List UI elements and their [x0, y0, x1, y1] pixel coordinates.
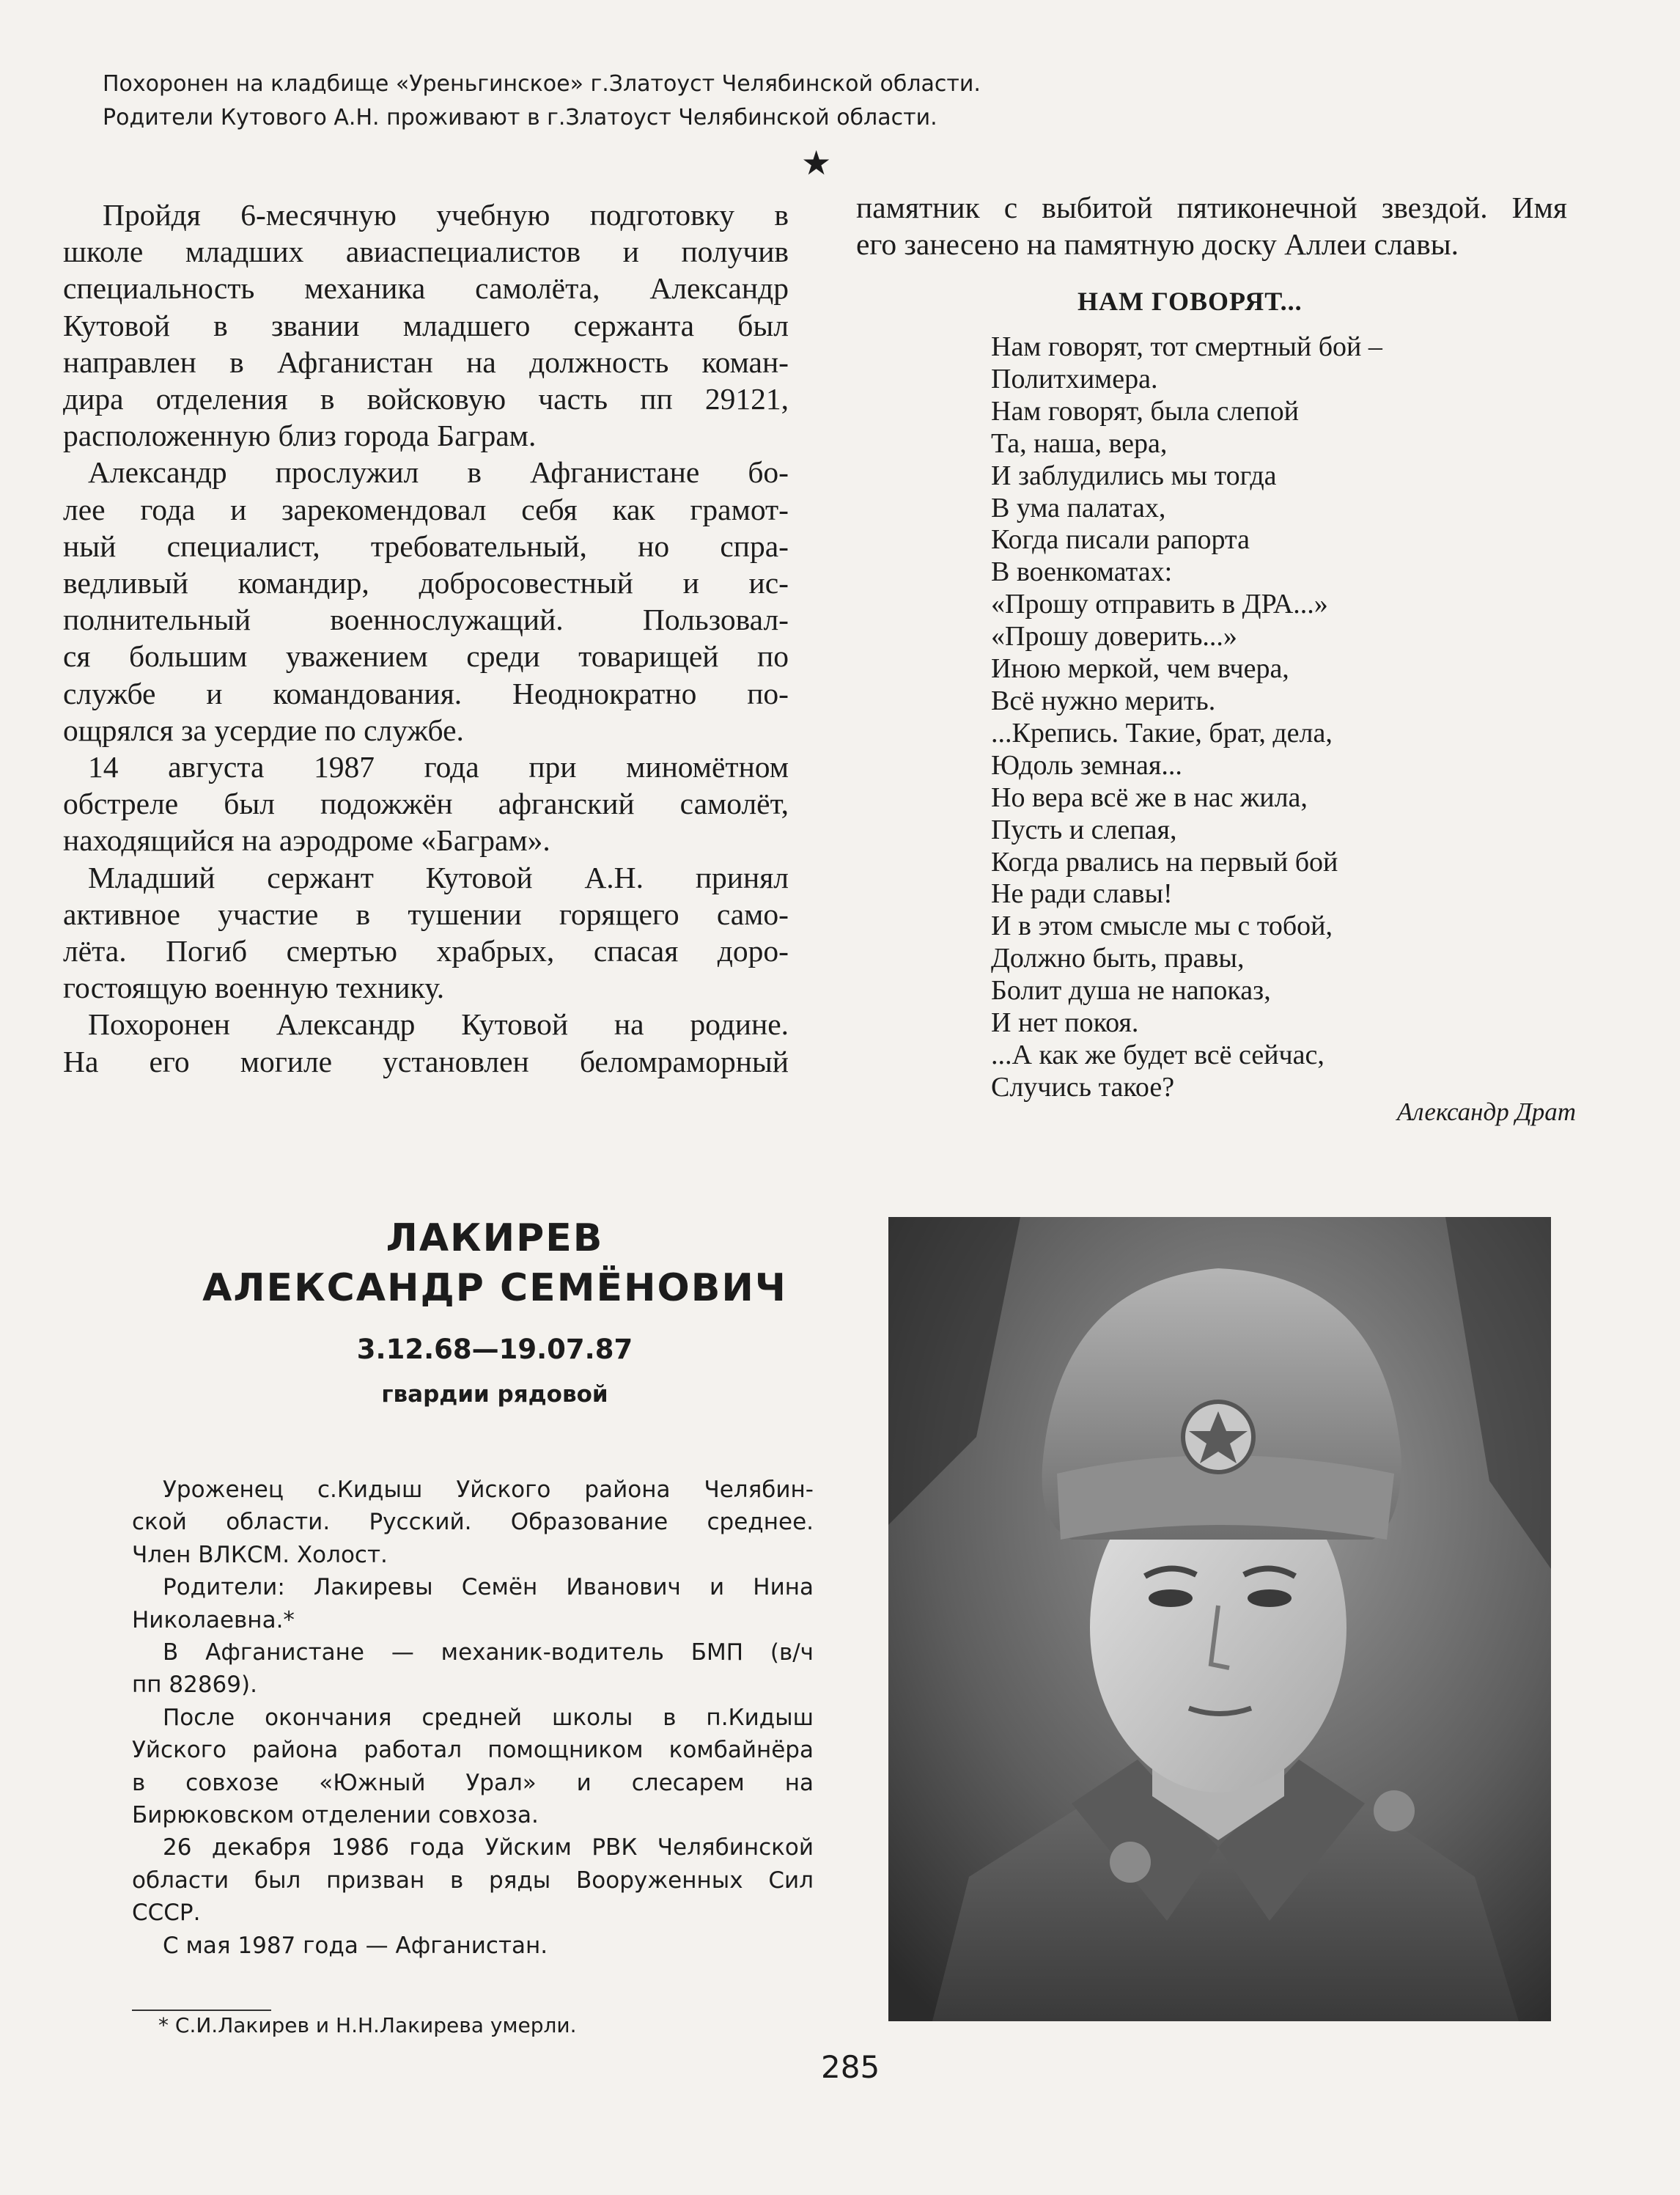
bio-line: СССР.: [132, 1900, 201, 1927]
person-biography: [132, 1474, 814, 1962]
text-line: Пройдя 6-месячную учебную подготовку в: [103, 198, 789, 232]
text-line: гостоящую военную технику.: [63, 971, 445, 1005]
poem-line: Та, наша, вера,: [991, 427, 1168, 459]
poem-line: ...А как же будет всё сейчас,: [991, 1039, 1325, 1070]
poem-line: В ума палатах,: [991, 492, 1166, 523]
text-line: памятник с выбитой пятиконечной звездой. Имя: [856, 191, 1567, 224]
text-line: Кутовой в звании младшего сержанта был: [63, 308, 789, 342]
poem-line: Всё нужно мерить.: [991, 685, 1216, 716]
text-line: Младший сержант Кутовой А.Н. принял: [88, 860, 789, 894]
poem-line: Нам говорят, тот смертный бой –: [991, 331, 1382, 362]
poem-line: «Прошу отправить в ДРА...»: [991, 589, 1328, 620]
intro-burial-line: Похоронен на кладбище «Уреньгинское» г.Златоуст Челябинской области.: [103, 71, 981, 97]
text-line: расположенную близ города Баграм.: [63, 419, 537, 453]
person-rank: гвардии рядовой: [381, 1381, 608, 1408]
bio-line: В Афганистане — механик-водитель БМП (в/ч: [163, 1639, 814, 1666]
poem-title: НАМ ГОВОРЯТ...: [1077, 287, 1303, 316]
poem-author: Александр Драт: [1396, 1098, 1576, 1126]
text-line: ный специалист, требовательный, но спра-: [63, 529, 789, 563]
person-heading: [183, 1213, 806, 1408]
poem-line: В военкоматах:: [991, 556, 1173, 588]
footnote-divider: [132, 2010, 271, 2011]
text-line: полнительный военнослужащий. Пользовал-: [63, 603, 789, 637]
intro-parents-line: Родители Кутового А.Н. проживают в г.Златоуст Челябинской области.: [103, 105, 937, 130]
person-surname: ЛАКИРЕВ: [386, 1216, 604, 1260]
poem-line: Пусть и слепая,: [991, 814, 1177, 845]
bio-line: После окончания средней школы в п.Кидыш: [163, 1704, 814, 1731]
poem-line: И заблудились мы тогда: [991, 460, 1277, 491]
soldier-portrait-photo: [888, 1217, 1551, 2021]
bio-line: Родители: Лакиревы Семён Иванович и Нина: [163, 1574, 814, 1601]
biography-right-column: [856, 189, 1567, 262]
page-number: 285: [821, 2049, 880, 2085]
bio-line: Бирюковском отделении совхоза.: [132, 1802, 539, 1829]
poem: [991, 331, 1382, 1104]
text-line: дира отделения в войсковую часть пп 29121,: [63, 382, 789, 416]
text-line: обстреле был подожжён афганский самолёт,: [63, 787, 789, 821]
bio-line: Член ВЛКСМ. Холост.: [132, 1541, 388, 1568]
poem-line: Не ради славы!: [991, 878, 1173, 910]
bio-line: Уроженец с.Кидыш Уйского района Челябин-: [163, 1477, 814, 1503]
text-line: ощрялся за усердие по службе.: [63, 713, 464, 747]
bio-line: в совхозе «Южный Урал» и слесарем на: [132, 1769, 814, 1796]
text-line: Александр прослужил в Афганистане бо-: [88, 455, 789, 490]
poem-line: Когда рвались на первый бой: [991, 846, 1338, 878]
text-line: находящийся на аэродроме «Баграм».: [63, 823, 550, 858]
poem-line: Иною меркой, чем вчера,: [991, 653, 1289, 685]
text-line: специальность механика самолёта, Александр: [63, 271, 789, 306]
poem-line: ...Крепись. Такие, брат, дела,: [991, 717, 1333, 749]
biography-left-column: [63, 196, 789, 1080]
bio-line: Николаевна.*: [132, 1606, 295, 1633]
text-line: ся большим уважением среди товарищей по: [63, 639, 789, 674]
text-line: лее года и зарекомендовал себя как грамот-: [63, 492, 789, 526]
poem-line: Политхимера.: [991, 363, 1158, 394]
poem-line: «Прошу доверить...»: [991, 621, 1237, 652]
text-line: На его могиле установлен беломраморный: [63, 1044, 789, 1078]
text-line: Похоронен Александр Кутовой на родине.: [88, 1007, 789, 1042]
text-line: его занесено на памятную доску Аллеи славы.: [856, 227, 1459, 262]
text-line: направлен в Афганистан на должность коман-: [63, 345, 789, 379]
text-line: 14 августа 1987 года при миномётном: [88, 750, 789, 784]
poem-line: Когда писали рапорта: [991, 524, 1250, 556]
bio-line: области был призван в ряды Вооруженных Сил: [132, 1867, 814, 1894]
footnote: * С.И.Лакирев и Н.Н.Лакирева умерли.: [158, 2013, 577, 2037]
separator-star-icon: ★: [801, 144, 832, 182]
poem-line: Но вера всё же в нас жила,: [991, 782, 1308, 813]
text-line: ведливый командир, добросовестный и ис-: [63, 566, 789, 600]
bio-line: пп 82869).: [132, 1672, 257, 1699]
poem-line: Случись такое?: [991, 1071, 1175, 1103]
bio-line: С мая 1987 года — Афганистан.: [163, 1932, 548, 1959]
poem-line: И в этом смысле мы с тобой,: [991, 911, 1333, 942]
text-line: службе и командования. Неоднократно по-: [63, 676, 789, 710]
bio-line: 26 декабря 1986 года Уйским РВК Челябинской: [163, 1834, 814, 1861]
text-line: активное участие в тушении горящего само-: [63, 897, 789, 931]
text-line: школе младших авиаспециалистов и получив: [63, 235, 789, 269]
text-line: лёта. Погиб смертью храбрых, спасая доро-: [63, 934, 789, 968]
bio-line: Уйского района работал помощником комбайнёра: [132, 1737, 814, 1764]
person-life-dates: 3.12.68—19.07.87: [356, 1334, 633, 1365]
poem-line: И нет покоя.: [991, 1007, 1139, 1039]
bio-line: ской области. Русский. Образование среднее.: [132, 1509, 814, 1536]
poem-line: Должно быть, правы,: [991, 943, 1245, 974]
poem-line: Юдоль земная...: [991, 749, 1182, 781]
poem-line: Болит душа не напоказ,: [991, 975, 1271, 1007]
poem-line: Нам говорят, была слепой: [991, 395, 1299, 427]
intro-note: [103, 67, 1261, 135]
person-given-names: АЛЕКСАНДР СЕМЁНОВИЧ: [202, 1266, 787, 1310]
